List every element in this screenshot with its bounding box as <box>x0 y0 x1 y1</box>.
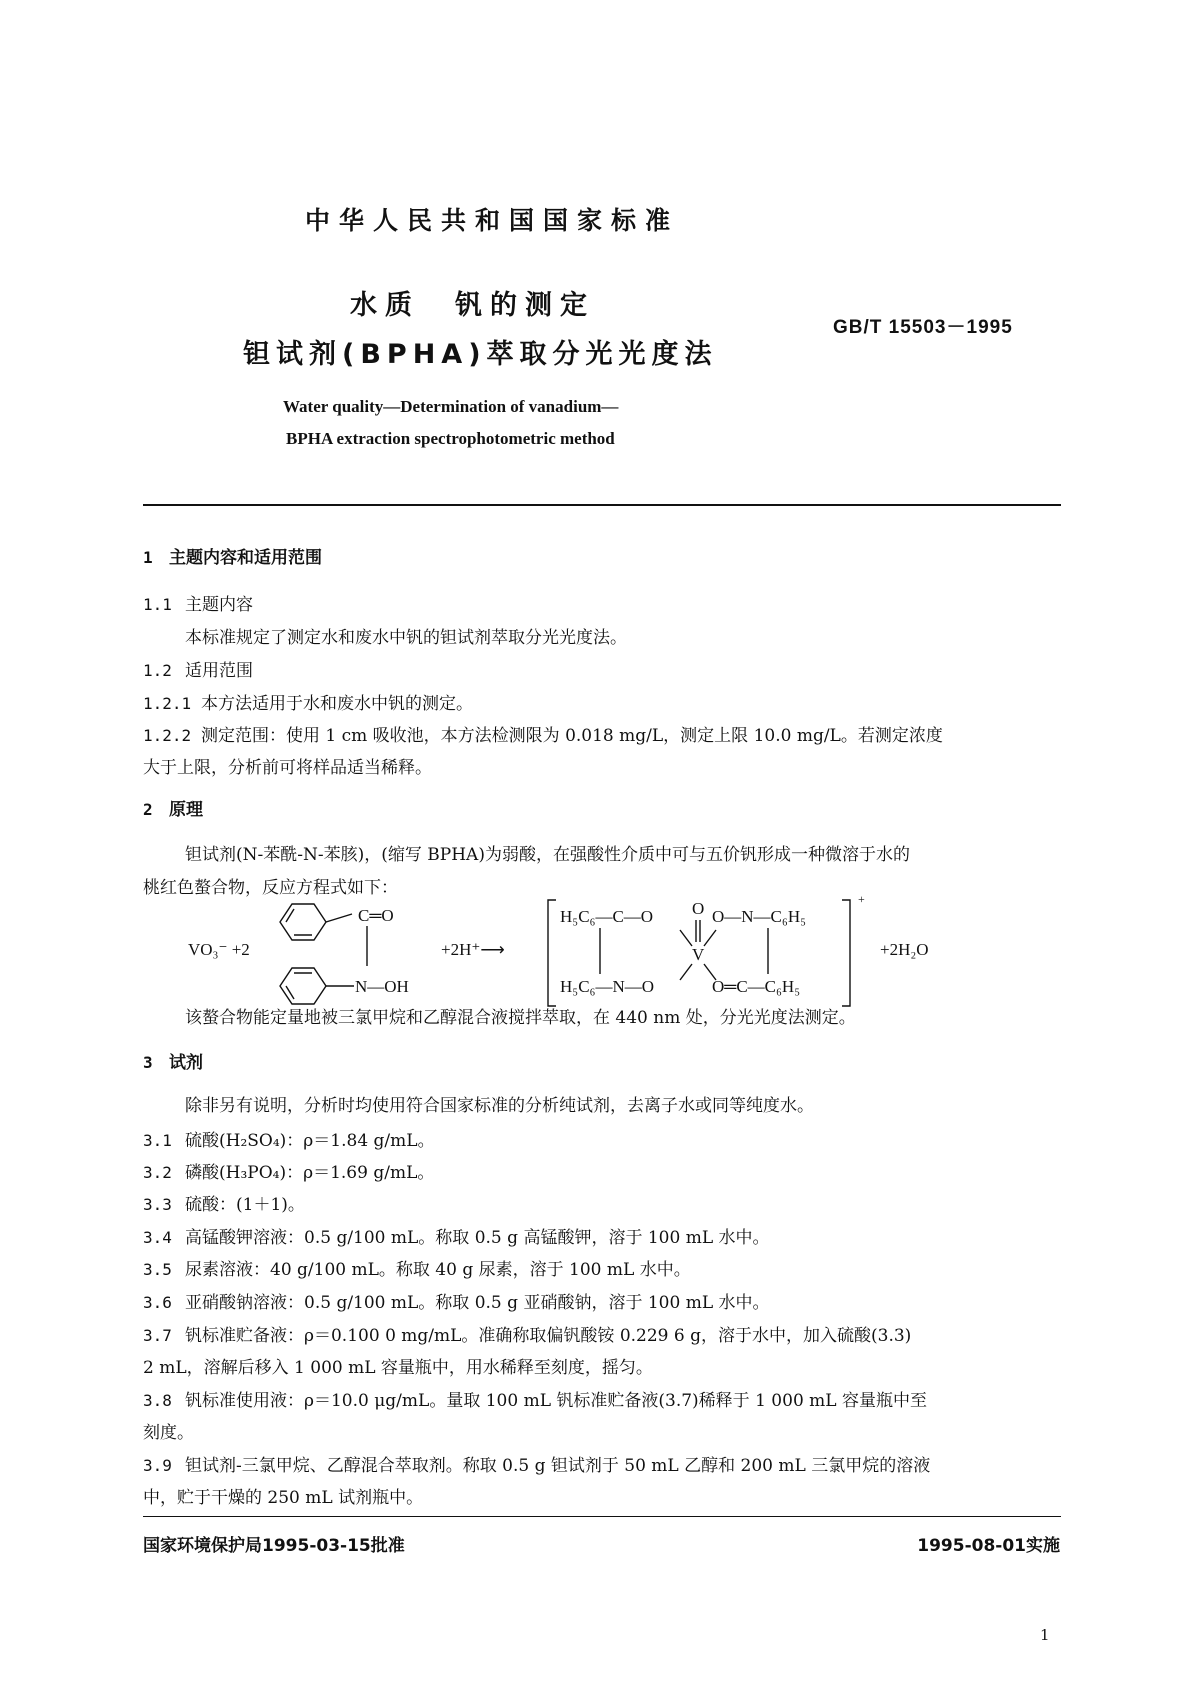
section-number: 1.2 <box>143 661 172 680</box>
english-title-2: BPHA extraction spectrophotometric method <box>286 429 615 448</box>
title-line-1: 水质 钒的测定 <box>350 290 595 321</box>
section-2-heading <box>143 802 203 819</box>
reagent-item <box>143 1393 927 1410</box>
title-line-2: 钽试剂(BPHA)萃取分光光度法 <box>243 339 718 370</box>
carbonyl-group: C═O <box>358 906 394 925</box>
item-text: 钒标准使用液：ρ＝10.0 μg/mL。量取 100 mL 钒标准贮备液(3.7)稀释于 1 000 mL 容量瓶中至 <box>185 1391 927 1411</box>
reagent-item <box>143 1262 691 1279</box>
principle-body-1: 钽试剂(N-苯酰-N-苯胲)，(缩写 BPHA)为弱酸，在强酸性介质中可与五价钒形成一种微溶于水的 <box>185 845 910 865</box>
reagent-item <box>143 1328 911 1345</box>
item-number: 3.2 <box>143 1163 172 1182</box>
footer-divider <box>143 1516 1061 1517</box>
paragraph-text: 本方法适用于水和废水中钒的测定。 <box>201 694 473 714</box>
section-1-heading <box>143 550 322 567</box>
paragraph-text: 测定范围：使用 1 cm 吸收池，本方法检测限为 0.018 mg/L，测定上限 10.0 mg/L。若测定浓度 <box>201 726 943 746</box>
reagent-item-cont: 2 mL，溶解后移入 1 000 mL 容量瓶中，用水稀释至刻度，摇匀。 <box>143 1358 653 1378</box>
section-number: 1.2.2 <box>143 726 192 745</box>
section-number: 2 <box>143 800 153 819</box>
item-number: 3.8 <box>143 1391 172 1410</box>
item-number: 3.7 <box>143 1326 172 1345</box>
section-1-1-body: 本标准规定了测定水和废水中钒的钽试剂萃取分光光度法。 <box>185 628 627 648</box>
complex-top-right: O—N—C₆H₅ <box>712 907 807 926</box>
english-title-1: Water quality—Determination of vanadium— <box>283 397 619 416</box>
hydroxylamine-group: N—OH <box>355 977 409 996</box>
section-number: 1.1 <box>143 595 172 614</box>
reagent-item <box>143 1133 435 1150</box>
product-water: +2H₂O <box>880 940 929 959</box>
complex-bottom-left: H₅C₆—N—O <box>560 977 655 996</box>
reagent-item-cont: 中，贮于干燥的 250 mL 试剂瓶中。 <box>143 1488 424 1508</box>
implementation-date: 1995-08-01实施 <box>917 1536 1060 1556</box>
item-text: 硫酸(H₂SO₄)：ρ＝1.84 g/mL。 <box>185 1131 435 1151</box>
section-1-2-heading <box>143 663 253 680</box>
item-text: 亚硝酸钠溶液：0.5 g/100 mL。称取 0.5 g 亚硝酸钠，溶于 100 mL 水中。 <box>185 1293 770 1313</box>
page-number: 1 <box>1040 1626 1050 1644</box>
item-text: 钽试剂-三氯甲烷、乙醇混合萃取剂。称取 0.5 g 钽试剂于 50 mL 乙醇和 200 mL 三氯甲烷的溶液 <box>185 1456 931 1476</box>
reagent-item <box>143 1165 434 1182</box>
header-divider <box>143 504 1061 506</box>
item-number: 3.5 <box>143 1260 172 1279</box>
principle-body-3: 该螯合物能定量地被三氯甲烷和乙醇混合液搅拌萃取，在 440 nm 处，分光光度法测定。 <box>185 1008 856 1028</box>
section-number: 1.2.1 <box>143 694 192 713</box>
reagent-item <box>143 1230 770 1247</box>
item-text: 磷酸(H₃PO₄)：ρ＝1.69 g/mL。 <box>185 1163 435 1183</box>
reagent-item <box>143 1197 305 1214</box>
proton-term <box>441 941 505 958</box>
national-standard-heading: 中华人民共和国国家标准 <box>305 206 680 235</box>
section-1-2-2 <box>143 728 943 745</box>
section-title: 主题内容 <box>185 595 253 615</box>
section-title: 主题内容和适用范围 <box>169 548 322 568</box>
section-title: 原理 <box>169 800 203 820</box>
complex-charge: + <box>858 892 865 906</box>
section-number: 3 <box>143 1053 153 1072</box>
item-number: 3.3 <box>143 1195 172 1214</box>
section-1-2-1 <box>143 696 473 713</box>
item-number: 3.4 <box>143 1228 172 1247</box>
reagents-intro: 除非另有说明，分析时均使用符合国家标准的分析纯试剂，去离子水或同等纯度水。 <box>185 1096 814 1116</box>
complex-oxo: O <box>692 899 705 918</box>
standard-number: GB/T 15503－1995 <box>833 317 1013 338</box>
reaction-arrow-icon: ⟶ <box>480 940 505 959</box>
item-text: 钒标准贮备液：ρ＝0.100 0 mg/mL。准确称取偏钒酸铵 0.229 6 g，溶于水中，加入硫酸(3.3) <box>185 1326 912 1346</box>
reactant-vanadate: VO₃⁻ +2 <box>188 940 250 959</box>
section-title: 试剂 <box>169 1053 203 1073</box>
complex-bottom-right: O═C—C₆H₅ <box>712 977 801 996</box>
item-number: 3.1 <box>143 1131 172 1150</box>
reagent-item <box>143 1295 770 1312</box>
principle-body-2: 桃红色螯合物，反应方程式如下： <box>143 878 398 898</box>
complex-vanadium: V <box>692 945 705 964</box>
approval-date: 国家环境保护局1995-03-15批准 <box>143 1536 405 1556</box>
reagent-item <box>143 1458 930 1475</box>
section-3-heading <box>143 1055 203 1072</box>
item-text: 硫酸：(1＋1)。 <box>185 1195 305 1215</box>
reagent-item-cont: 刻度。 <box>143 1423 194 1443</box>
item-number: 3.6 <box>143 1293 172 1312</box>
complex-top-left: H₅C₆—C—O <box>560 907 654 926</box>
proton-label: +2H⁺ <box>441 940 481 959</box>
section-title: 适用范围 <box>185 661 253 681</box>
item-text: 尿素溶液：40 g/100 mL。称取 40 g 尿素，溶于 100 mL 水中。 <box>185 1260 691 1280</box>
section-1-1-heading <box>143 597 253 614</box>
section-number: 1 <box>143 548 153 567</box>
item-text: 高锰酸钾溶液：0.5 g/100 mL。称取 0.5 g 高锰酸钾，溶于 100 mL 水中。 <box>185 1228 770 1248</box>
item-number: 3.9 <box>143 1456 172 1475</box>
section-1-2-2-cont: 大于上限，分析前可将样品适当稀释。 <box>143 758 432 778</box>
